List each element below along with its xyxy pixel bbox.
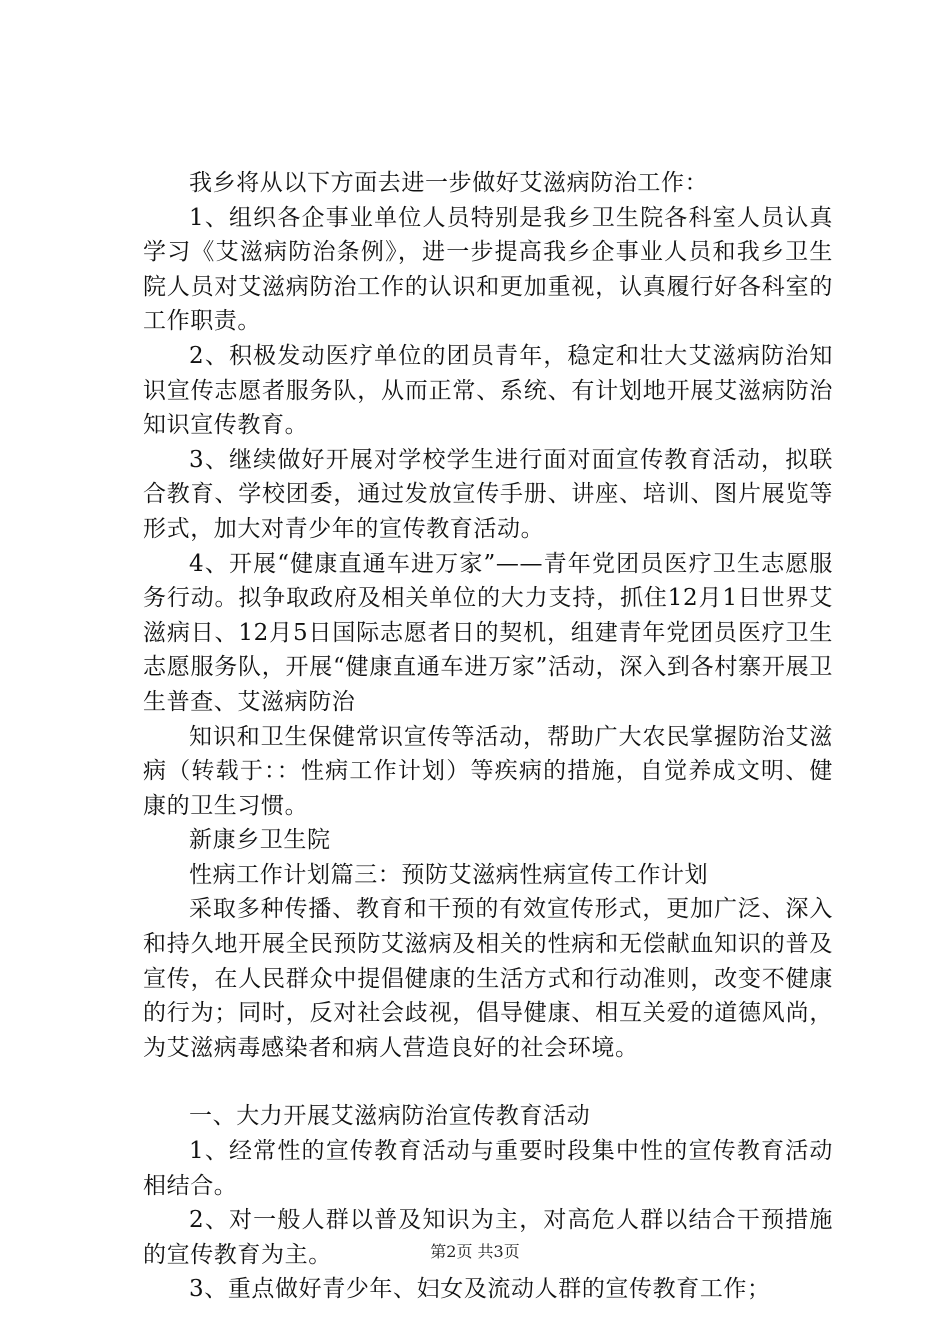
item-4-continued-paragraph: 知识和卫生保健常识宣传等活动，帮助广大农民掌握防治艾滋病（转载于：：性病工作计划）等疾病的措施，自觉养成文明、健康的卫生习惯。	[143, 723, 833, 819]
section-title: 性病工作计划篇三：预防艾滋病性病宣传工作计划	[189, 861, 709, 888]
item-1-paragraph: 1、组织各企事业单位人员特别是我乡卫生院各科室人员认真学习《艾滋病防治条例》，进一步提高我乡企事业人员和我乡卫生院人员对艾滋病防治工作的认识和更加重视，认真履行好各科室的工作职责。	[143, 204, 833, 335]
heading-one-item-2: 2、对一般人群以普及知识为主，对高危人群以结合干预措施的宣传教育为主。	[143, 1207, 833, 1268]
page-footer: 第2页 共3页	[430, 1242, 520, 1261]
plan-intro-paragraph: 采取多种传播、教育和干预的有效宣传形式，更加广泛、深入和持久地开展全民预防艾滋病及相关的性病和无偿献血知识的普及宣传，在人民群众中提倡健康的生活方式和行动准则，改变不健康的行为；同时，反对社会歧视，倡导健康、相互关爱的道德风尚，为艾滋病毒感染者和病人营造良好的社会环境。	[143, 896, 833, 1061]
heading-one-item-3: 3、重点做好青少年、妇女及流动人群的宣传教育工作；	[189, 1276, 771, 1303]
intro-paragraph: 我乡将从以下方面去进一步做好艾滋病防治工作：	[189, 170, 709, 196]
item-3-paragraph: 3、继续做好开展对学校学生进行面对面宣传教育活动，拟联合教育、学校团委，通过发放宣传手册、讲座、培训、图片展览等形式，加大对青少年的宣传教育活动。	[143, 446, 833, 542]
item-2-paragraph: 2、积极发动医疗单位的团员青年，稳定和壮大艾滋病防治知识宣传志愿者服务队，从而正常、系统、有计划地开展艾滋病防治知识宣传教育。	[143, 342, 833, 439]
item-4-paragraph: 4、开展“健康直通车进万家”——青年党团员医疗卫生志愿服务行动。拟争取政府及相关单位的大力支持，抓住12月1日世界艾滋病日、12月5日国际志愿者日的契机，组建青年党团员医疗卫生志愿服务队，开展“健康直通车进万家”活动，深入到各村寨开展卫生普查、艾滋病防治	[143, 550, 833, 715]
heading-one: 一、大力开展艾滋病防治宣传教育活动	[189, 1103, 591, 1130]
signature-line: 新康乡卫生院	[189, 827, 331, 854]
heading-one-item-1: 1、经常性的宣传教育活动与重要时段集中性的宣传教育活动相结合。	[143, 1138, 833, 1199]
blank-line	[143, 1065, 833, 1099]
document-body	[143, 166, 833, 1307]
